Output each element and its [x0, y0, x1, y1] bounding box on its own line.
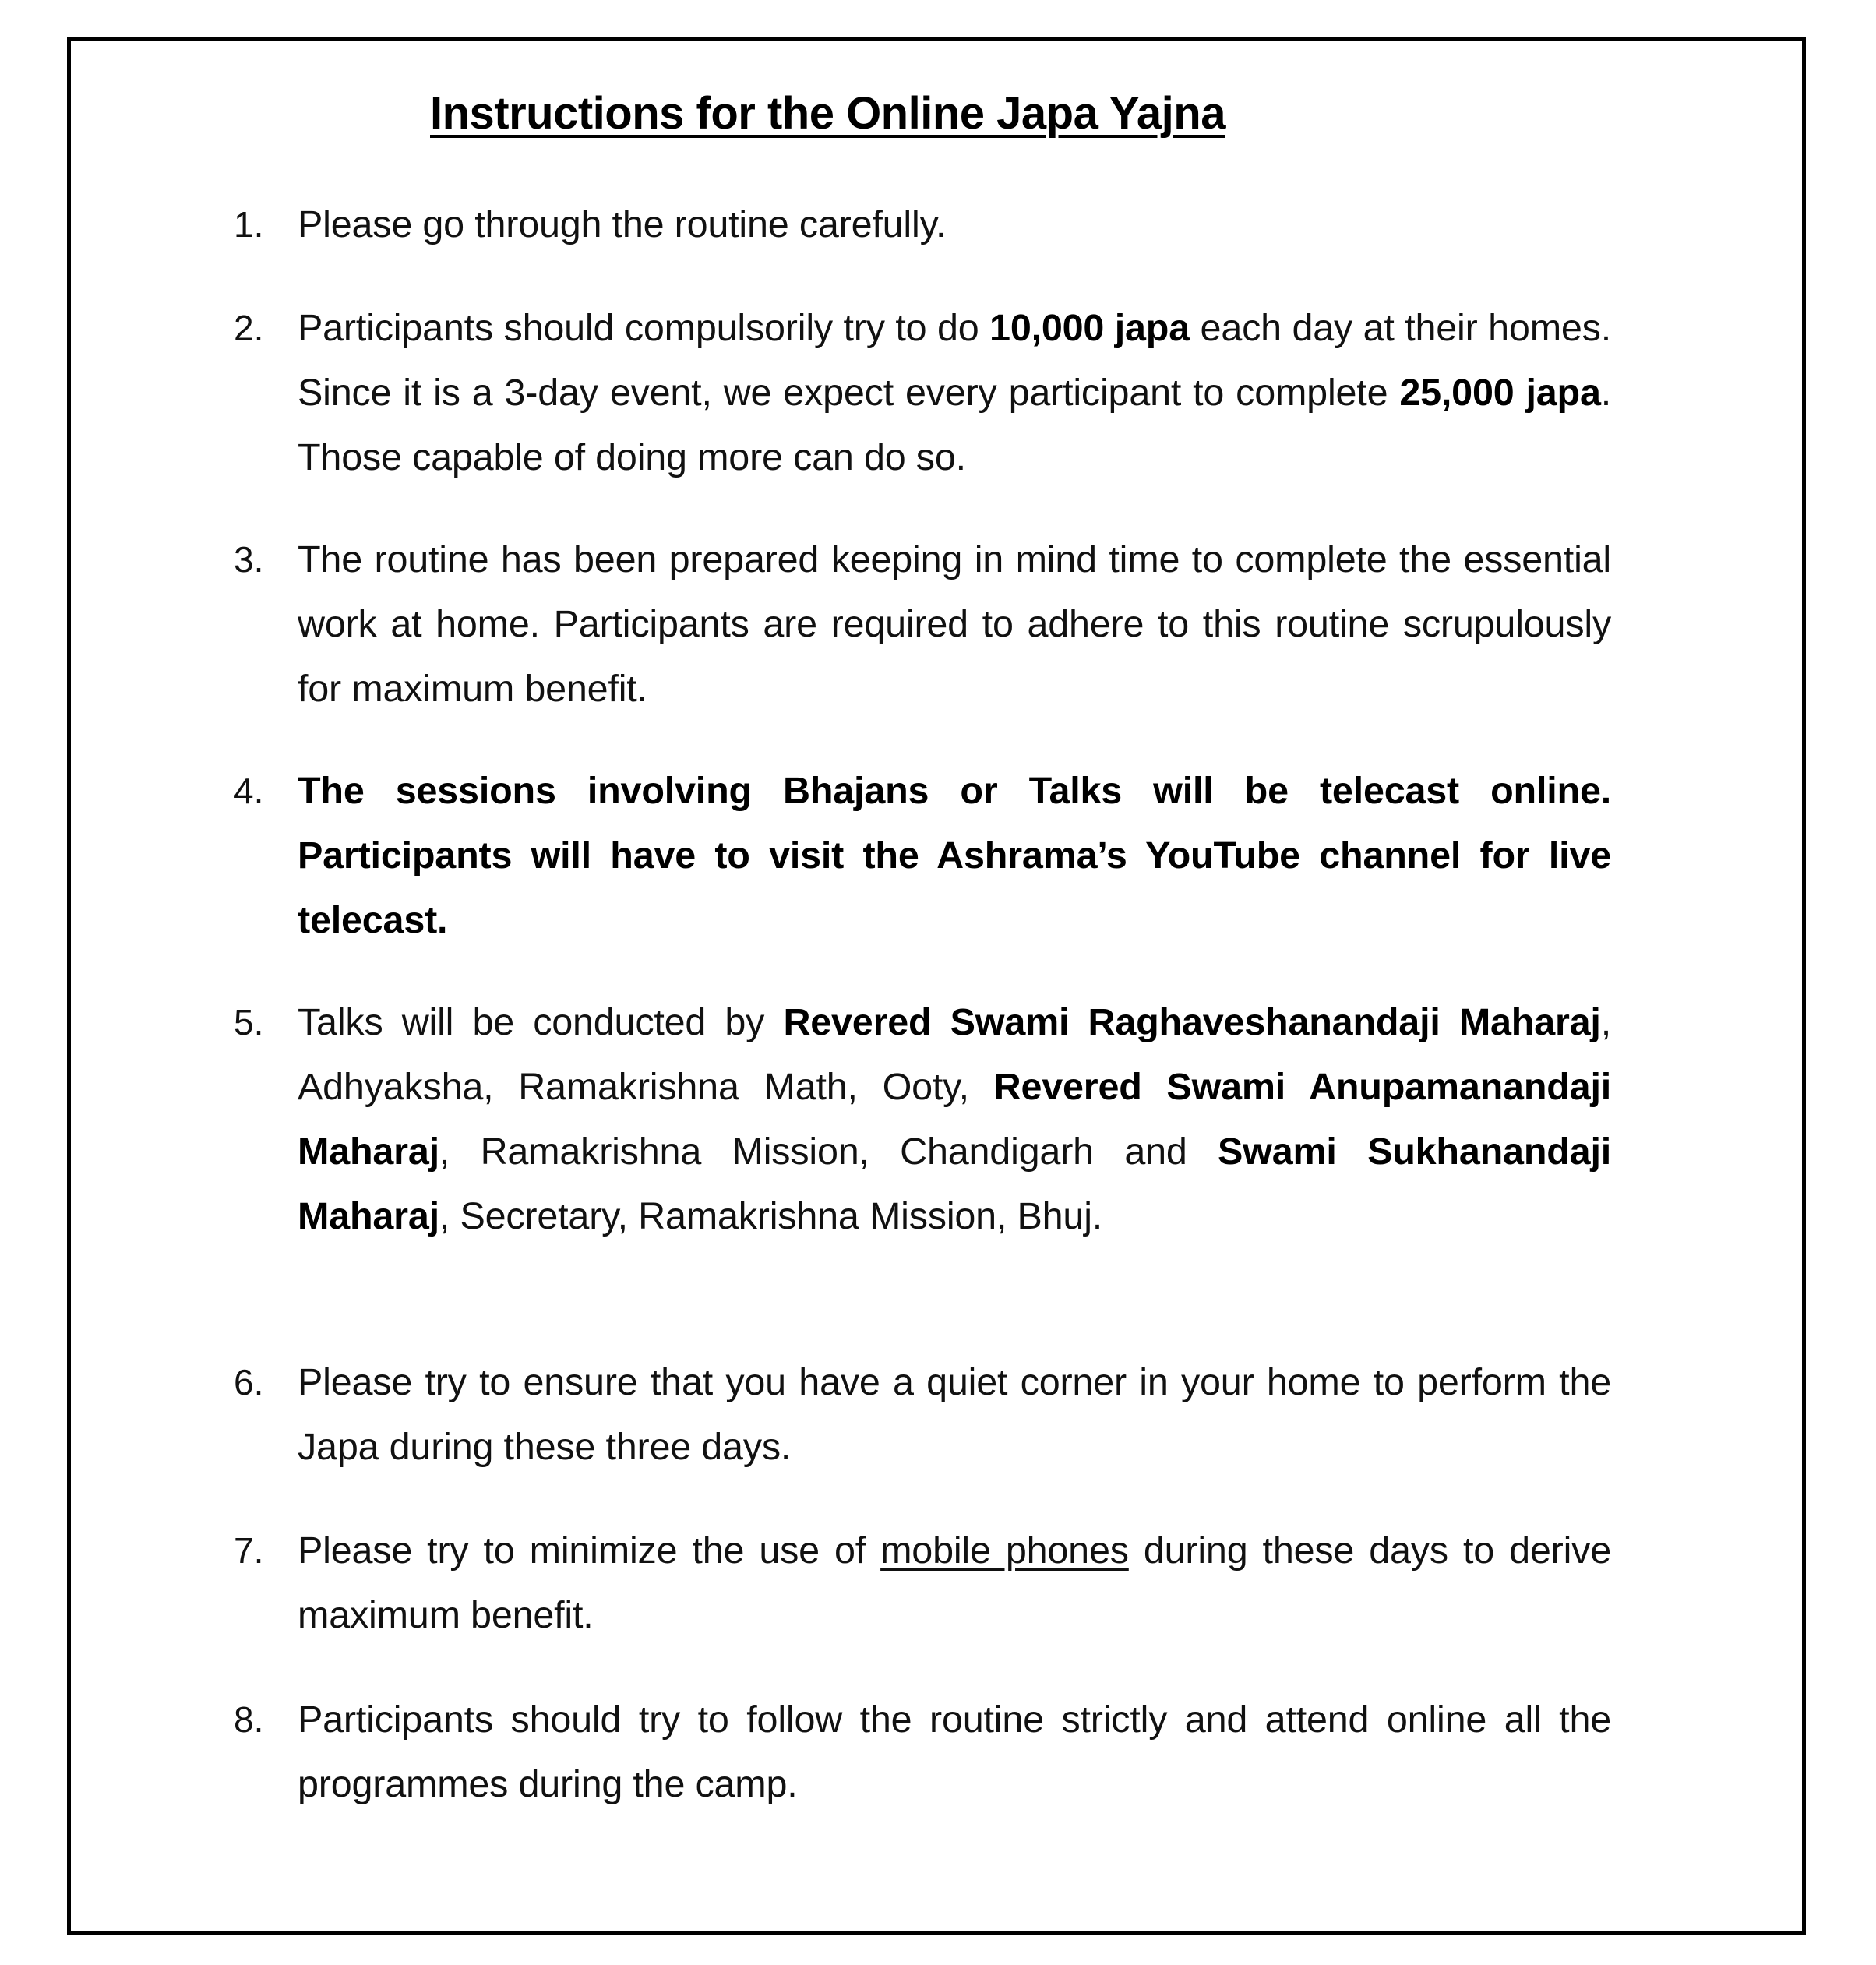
- speaker-name: Revered Swami Anupamanandaji Maharaj: [298, 1066, 1611, 1173]
- item-number: 3.: [234, 539, 264, 580]
- item-text: Please try to ensure that you have a quiet corner in your home to perform the Japa during these three days.: [298, 1361, 1611, 1468]
- list-item: [234, 759, 1611, 953]
- item-number: 2.: [234, 308, 264, 348]
- bold-emphasis: 10,000 japa: [989, 307, 1190, 349]
- bold-emphasis: 25,000 japa: [1399, 372, 1601, 414]
- list-item: [234, 1519, 1611, 1648]
- underlined-emphasis: mobile phones: [880, 1529, 1129, 1572]
- item-text: The routine has been prepared keeping in mind time to complete the essential work at home. Participants are required to adhere to this routine scrupulously for maximum benefit.: [298, 538, 1611, 710]
- list-item: [234, 527, 1611, 721]
- item-number: 7.: [234, 1530, 264, 1571]
- list-item: [234, 1688, 1611, 1817]
- item-number: 1.: [234, 204, 264, 245]
- item-text: Talks will be conducted by Revered Swami Raghaveshanandaji Maharaj, Adhyaksha, Ramakrishna Math, Ooty, Revered Swami Anupamanandaji Maharaj, Ramakrishna Mission, Chandigarh and Swami Sukhanandaji Maharaj, Secretary, Ramakrishna Mission, Bhuj.: [298, 1001, 1611, 1237]
- list-item: [234, 990, 1611, 1249]
- item-text: Participants should compulsorily try to do 10,000 japa each day at their homes. Since it is a 3-day event, we expect every participant to complete 25,000 japa. Those capable of doing more can do so.: [298, 307, 1611, 478]
- list-item: [234, 1350, 1611, 1480]
- list-item: [234, 192, 1611, 257]
- item-number: 5.: [234, 1002, 264, 1042]
- speaker-name: Revered Swami Raghaveshanandaji Maharaj: [783, 1001, 1601, 1043]
- item-text: [298, 759, 1611, 953]
- item-number: 6.: [234, 1362, 264, 1402]
- speaker-name: Swami Sukhanandaji Maharaj: [298, 1131, 1611, 1237]
- list-item: [234, 296, 1611, 490]
- item-text: Please go through the routine carefully.: [298, 203, 947, 245]
- bold-emphasis: The sessions involving Bhajans or Talks will be telecast online. Participants will have to visit the Ashrama’s YouTube channel for live telecast.: [298, 770, 1611, 941]
- item-number: 4.: [234, 771, 264, 811]
- page-title: Instructions for the Online Japa Yajna: [430, 88, 1225, 139]
- item-text: Participants should try to follow the routine strictly and attend online all the programmes during the camp.: [298, 1699, 1611, 1805]
- item-number: 8.: [234, 1699, 264, 1740]
- item-text: Please try to minimize the use of mobile phones during these days to derive maximum benefit.: [298, 1529, 1611, 1636]
